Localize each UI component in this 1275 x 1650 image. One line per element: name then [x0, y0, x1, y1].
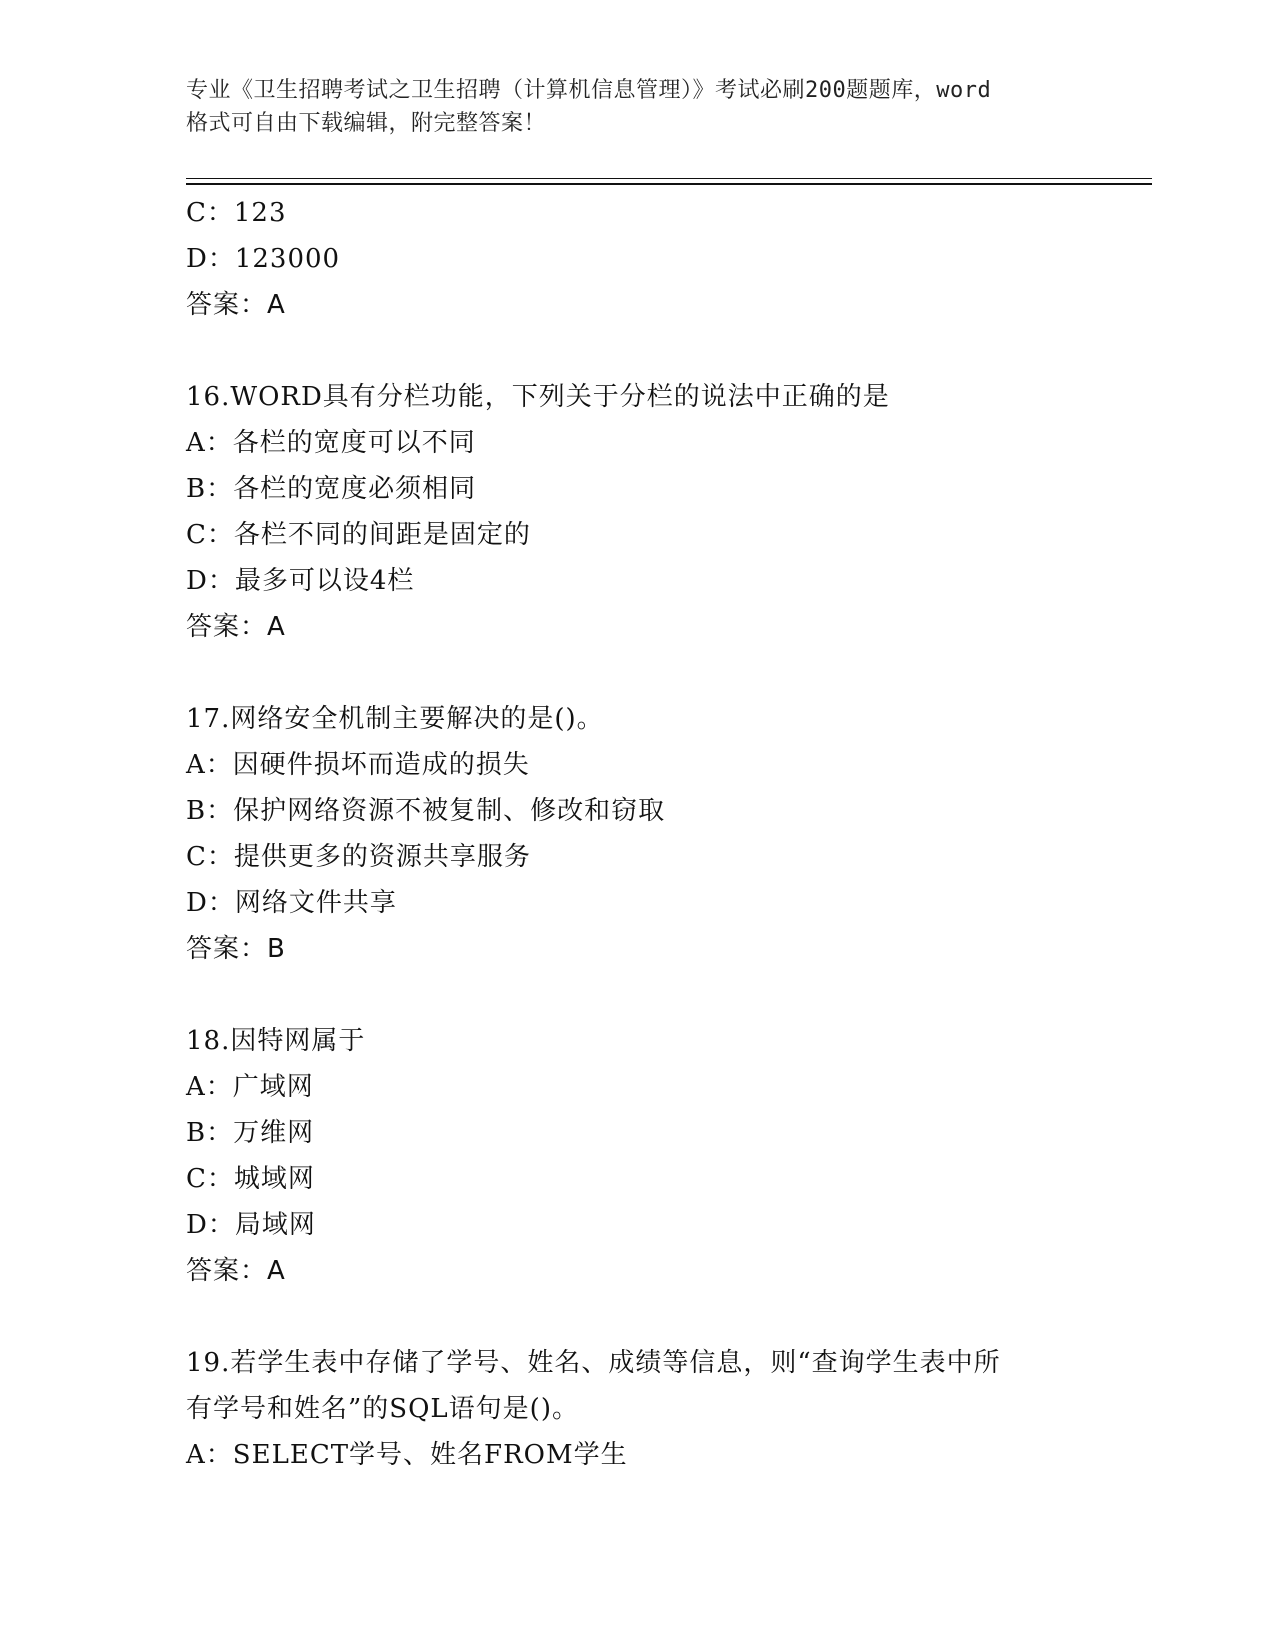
question-stem: 17.网络安全机制主要解决的是()。	[186, 704, 604, 734]
option-b: B：万维网	[186, 1118, 315, 1148]
header-rule-thick	[186, 183, 1152, 185]
option-a: A：广域网	[186, 1072, 314, 1102]
header-line-1: 专业《卫生招聘考试之卫生招聘（计算机信息管理）》考试必刷200题题库，word	[186, 78, 992, 103]
option-b: B：各栏的宽度必须相同	[186, 474, 477, 504]
question-19	[186, 1340, 1146, 1478]
option-c: C：城域网	[186, 1164, 315, 1194]
question-stem: 18.因特网属于	[186, 1026, 366, 1056]
option-a: A：SELECT学号、姓名FROM学生	[186, 1440, 628, 1470]
previous-question-fragment	[186, 190, 1146, 328]
question-18	[186, 1018, 1146, 1294]
header-rule-thin	[186, 178, 1152, 179]
option-d: D：123000	[186, 244, 341, 274]
option-d: D：局域网	[186, 1210, 316, 1240]
question-stem-line-1: 19.若学生表中存储了学号、姓名、成绩等信息，则“查询学生表中所	[186, 1348, 1001, 1378]
question-stem: 16.WORD具有分栏功能，下列关于分栏的说法中正确的是	[186, 382, 890, 412]
option-b: B：保护网络资源不被复制、修改和窃取	[186, 796, 666, 826]
answer-line: 答案：A	[186, 290, 286, 320]
answer-line: 答案：A	[186, 1256, 286, 1286]
header-line-2: 格式可自由下载编辑，附完整答案！	[186, 111, 547, 136]
spacer	[186, 972, 1146, 1018]
question-16	[186, 374, 1146, 650]
answer-line: 答案：A	[186, 612, 286, 642]
page-header	[186, 74, 1086, 140]
option-c: C：提供更多的资源共享服务	[186, 842, 531, 872]
option-d: D：网络文件共享	[186, 888, 397, 918]
answer-line: 答案：B	[186, 934, 286, 964]
spacer	[186, 650, 1146, 696]
question-stem-line-2: 有学号和姓名”的SQL语句是()。	[186, 1394, 579, 1424]
option-a: A：各栏的宽度可以不同	[186, 428, 476, 458]
document-body	[186, 190, 1146, 1478]
option-c: C：123	[186, 198, 287, 228]
option-c: C：各栏不同的间距是固定的	[186, 520, 531, 550]
option-a: A：因硬件损坏而造成的损失	[186, 750, 530, 780]
option-d: D：最多可以设4栏	[186, 566, 415, 596]
spacer	[186, 328, 1146, 374]
question-17	[186, 696, 1146, 972]
spacer	[186, 1294, 1146, 1340]
